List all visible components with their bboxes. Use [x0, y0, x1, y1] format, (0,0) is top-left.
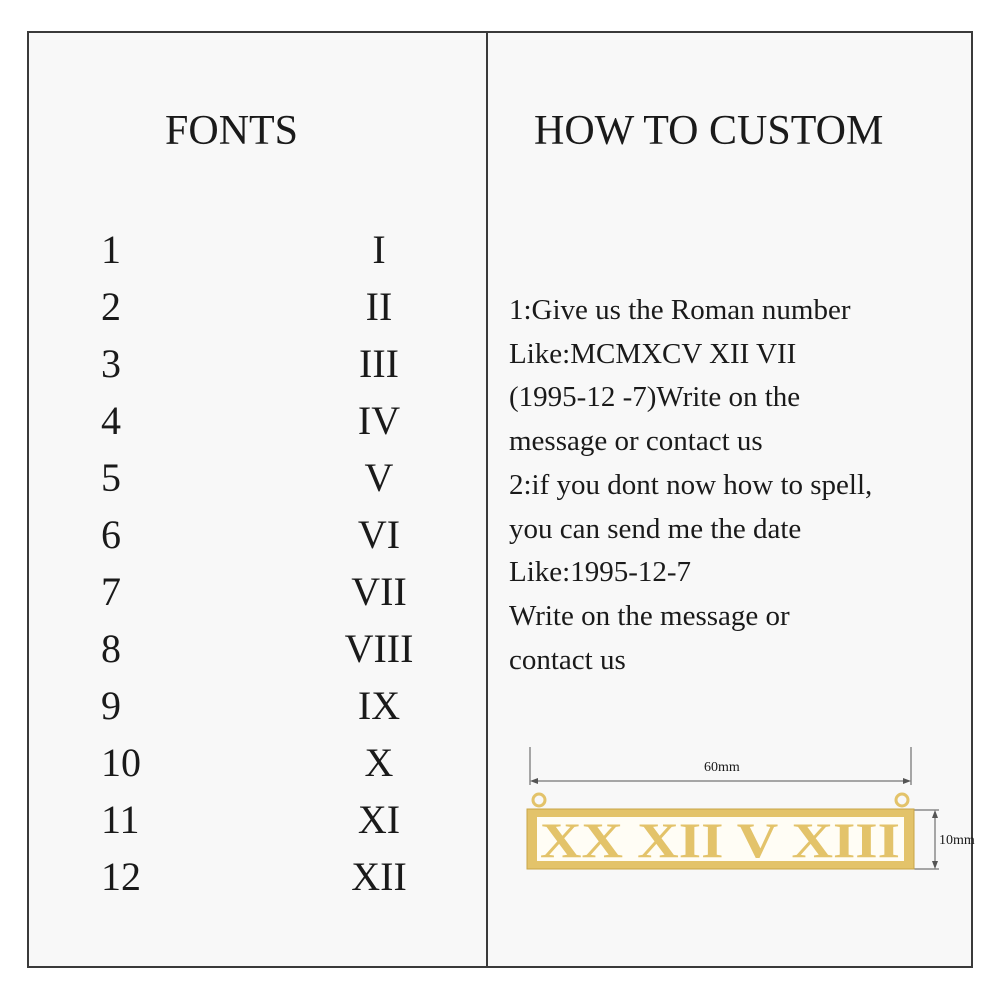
bar-loop-left: [533, 794, 545, 806]
instruction-line: contact us: [509, 643, 626, 676]
how-to-custom-title: HOW TO CUSTOM: [534, 108, 884, 154]
number-item: 5: [101, 455, 121, 500]
custom-instructions: [509, 289, 989, 682]
bar-necklace-dimension-diagram: [499, 733, 999, 903]
arrowhead-top: [932, 810, 938, 818]
roman-numeral-item: VI: [357, 512, 401, 557]
number-item: 9: [101, 683, 121, 728]
roman-numeral-item: IX: [357, 683, 401, 728]
arrowhead-left: [530, 778, 538, 784]
number-item: 11: [101, 797, 140, 842]
roman-numeral-item: I: [372, 227, 386, 272]
roman-numeral-item: IV: [357, 398, 401, 443]
roman-numeral-list: [309, 221, 449, 905]
width-label: 60mm: [704, 760, 740, 775]
number-item: 7: [101, 569, 121, 614]
bar-loop-right: [896, 794, 908, 806]
instruction-line: (1995-12 -7)Write on the: [509, 381, 801, 414]
instruction-line: Like:MCMXCV XII VII: [509, 337, 797, 370]
roman-numeral-item: XII: [351, 854, 407, 899]
number-item: 4: [101, 398, 121, 443]
number-item: 10: [101, 740, 141, 785]
number-item: 6: [101, 512, 121, 557]
info-panel: [27, 31, 973, 968]
roman-numeral-item: V: [364, 455, 394, 500]
roman-numeral-item: XI: [357, 797, 401, 842]
arrowhead-bottom: [932, 861, 938, 869]
roman-numeral-item: II: [365, 284, 393, 329]
bar-roman-text: XX XII V XIII: [540, 812, 900, 868]
instruction-line: Like:1995-12-7: [509, 556, 692, 589]
column-divider: [486, 33, 488, 966]
number-item: 12: [101, 854, 141, 899]
number-list: [101, 221, 161, 905]
arrowhead-right: [903, 778, 911, 784]
instruction-line: 2:if you dont now how to spell,: [509, 468, 873, 501]
instruction-line: you can send me the date: [509, 512, 802, 545]
instruction-line: 1:Give us the Roman number: [509, 294, 851, 326]
bar-necklace-drawing: [499, 733, 999, 903]
roman-numeral-item: VIII: [344, 626, 414, 671]
number-item: 3: [101, 341, 121, 386]
number-item: 2: [101, 284, 121, 329]
roman-numeral-item: VII: [351, 569, 407, 614]
number-item: 1: [101, 227, 121, 272]
number-item: 8: [101, 626, 121, 671]
height-label: 10mm: [939, 833, 975, 848]
instruction-line: Write on the message or: [509, 599, 790, 632]
roman-numeral-item: III: [359, 341, 399, 386]
roman-numeral-item: X: [364, 740, 394, 785]
instruction-line: message or contact us: [509, 425, 763, 458]
fonts-title: FONTS: [165, 108, 299, 154]
